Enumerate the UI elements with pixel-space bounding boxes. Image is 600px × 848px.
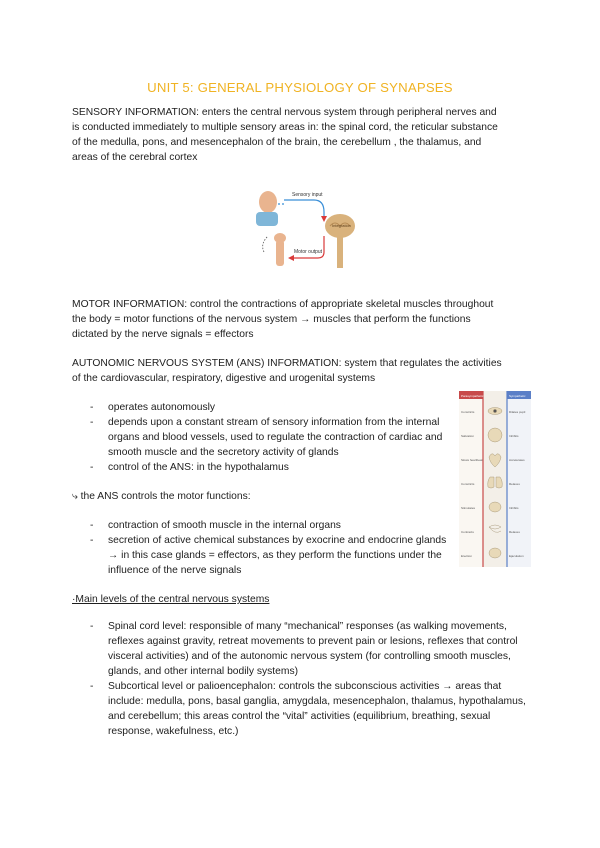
ans-list [90,400,452,475]
motor-label: Motor output [294,249,323,255]
list-item: - control of the ANS: in the hypothalamus [90,462,289,473]
sensory-label: Sensory input [292,192,323,198]
gland-organ [488,428,502,442]
page-title: UNIT 5: GENERAL PHYSIOLOGY OF SYNAPSES [147,79,453,95]
integration-label: Integration [332,223,351,228]
list-item: - Spinal cord level: responsible of many “mechanical” responses (as walking movements, reflexes against gravity, retreat movements to prevent pain or lesions, reflexes that control visceral activities) and of the autonomic nervous system (for controlling smooth muscles, glands, and other internal bodily systems) [90,621,518,677]
ans-comparison-figure [459,391,531,567]
motor-paragraph: MOTOR INFORMATION: control the contractions of appropriate skeletal muscles throughout the body = motor functions of the nervous system → muscles that perform the functions dictated by the nerve signals = effectors [72,299,494,340]
right-label: Ejaculation [509,554,524,558]
left-label: Erection [461,554,473,558]
list-item: - depends upon a constant stream of sensory information from the internal organs and blood vessels, used to regulate the contraction of cardiac and smooth muscle and the secretory activity of glands [90,417,443,458]
left-label: Slows heartbeat [461,458,483,462]
sensory-motor-figure [248,182,358,272]
right-label: Inhibits [509,506,519,510]
bladder-organ [489,548,501,558]
right-label: Inhibits [509,434,519,438]
list-item: - operates autonomously [90,402,216,413]
ans-paragraph: AUTONOMIC NERVOUS SYSTEM (ANS) INFORMATION: system that regulates the activities of the cardiovascular, respiratory, digestive and urogenital systems [72,358,502,384]
ans-motor-heading: ⤷ the ANS controls the motor functions: [72,491,251,502]
left-label: Constricts [461,482,475,486]
list-item: - contraction of smooth muscle in the internal organs [90,520,341,531]
levels-heading: ·Main levels of the central nervous systems [72,594,270,605]
right-label: Relaxes [509,482,520,486]
right-label: Relaxes [509,530,520,534]
left-label: Contracts [461,530,474,534]
left-header: Parasympathetic [461,394,484,398]
ans-motor-list [90,518,450,578]
left-label: Stimulates [461,506,476,510]
list-item: - secretion of active chemical substances by exocrine and endocrine glands → in this case glands = effectors, as they perform the functions under the influence of the nerve signals [90,535,447,576]
left-label: Salivation [461,434,475,438]
right-label: Accelerates [509,458,525,462]
levels-list [90,619,530,739]
right-label: Dilates pupil [509,410,526,414]
left-label: Constricts [461,410,475,414]
sensory-paragraph: SENSORY INFORMATION: enters the central nervous system through peripheral nerves and is conducted immediately to multiple sensory areas in: the spinal cord, the reticular substance of the medulla, pons, and mesencephalon of the brain, the cerebellum , the thalamus, and areas of the cerebral cortex [72,107,498,163]
right-header: Sympathetic [509,394,526,398]
list-item: - Subcortical level or palioencephalon: controls the subconscious activities → areas that include: medulla, pons, basal ganglia, amygdala, mesencephalon, thalamus, hypothalamus, and cerebellum; this areas control the “vital” activities (equilibrium, breathing, sexual response, wakefulness, etc.) [90,681,526,737]
